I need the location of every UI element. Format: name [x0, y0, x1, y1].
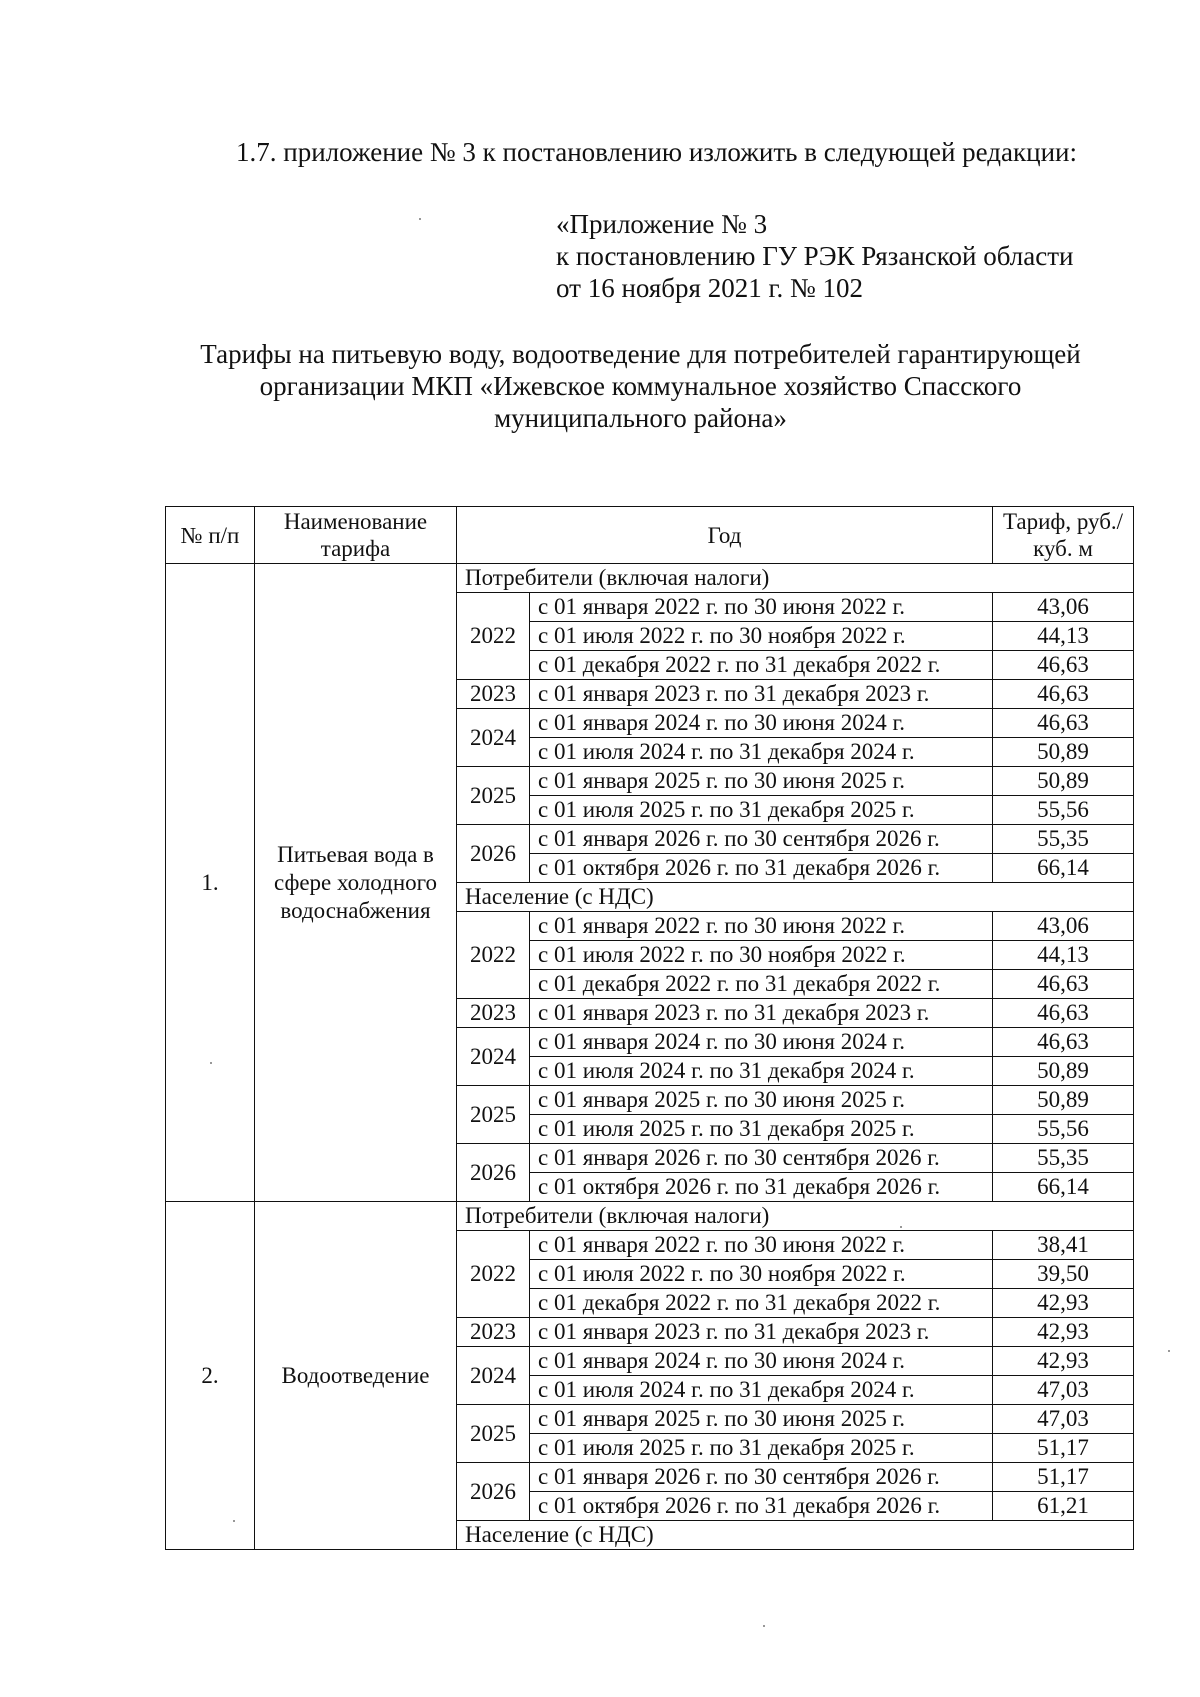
section-name: Питьевая вода в сфере холодного водоснабжения	[255, 564, 457, 1202]
tariff-value-cell: 55,56	[993, 1115, 1134, 1144]
period-cell: с 01 января 2023 г. по 31 декабря 2023 г.	[530, 1318, 993, 1347]
intro-number: 1.7.	[236, 137, 277, 167]
appendix-line-1: «Приложение № 3	[556, 209, 768, 239]
period-cell: с 01 января 2022 г. по 30 июня 2022 г.	[530, 912, 993, 941]
period-cell: с 01 января 2022 г. по 30 июня 2022 г.	[530, 593, 993, 622]
tariff-value-cell: 46,63	[993, 970, 1134, 999]
tariff-value-cell: 61,21	[993, 1492, 1134, 1521]
year-cell: 2023	[457, 680, 530, 709]
period-cell: с 01 октября 2026 г. по 31 декабря 2026 г.	[530, 1492, 993, 1521]
year-cell: 2022	[457, 1231, 530, 1318]
header-num: № п/п	[166, 507, 255, 564]
tariff-value-cell: 66,14	[993, 854, 1134, 883]
tariff-value-cell: 66,14	[993, 1173, 1134, 1202]
tariff-value-cell: 42,93	[993, 1347, 1134, 1376]
header-year: Год	[457, 507, 993, 564]
year-cell: 2023	[457, 1318, 530, 1347]
tariff-value-cell: 46,63	[993, 999, 1134, 1028]
period-cell: с 01 января 2023 г. по 31 декабря 2023 г.	[530, 680, 993, 709]
tariff-value-cell: 55,35	[993, 825, 1134, 854]
period-cell: с 01 января 2024 г. по 30 июня 2024 г.	[530, 1028, 993, 1057]
period-cell: с 01 января 2022 г. по 30 июня 2022 г.	[530, 1231, 993, 1260]
tariff-value-cell: 42,93	[993, 1318, 1134, 1347]
period-cell: с 01 декабря 2022 г. по 31 декабря 2022 г.	[530, 970, 993, 999]
tariff-value-cell: 44,13	[993, 941, 1134, 970]
year-cell: 2026	[457, 1144, 530, 1202]
tariff-value-cell: 50,89	[993, 1057, 1134, 1086]
period-cell: с 01 января 2026 г. по 30 сентября 2026 г.	[530, 825, 993, 854]
header-name: Наименование тарифа	[255, 507, 457, 564]
consumer-group-label: Население (с НДС)	[457, 883, 1134, 912]
period-cell: с 01 июля 2022 г. по 30 ноября 2022 г.	[530, 1260, 993, 1289]
year-cell: 2022	[457, 593, 530, 680]
scan-speck	[419, 218, 421, 220]
year-cell: 2025	[457, 1086, 530, 1144]
tariff-value-cell: 55,35	[993, 1144, 1134, 1173]
year-cell: 2022	[457, 912, 530, 999]
tariff-table	[165, 506, 1134, 1550]
period-cell: с 01 января 2026 г. по 30 сентября 2026 г.	[530, 1463, 993, 1492]
year-cell: 2025	[457, 1405, 530, 1463]
intro-paragraph	[165, 133, 1116, 171]
year-cell: 2023	[457, 999, 530, 1028]
period-cell: с 01 октября 2026 г. по 31 декабря 2026 г.	[530, 854, 993, 883]
group-row	[166, 564, 1134, 593]
period-cell: с 01 декабря 2022 г. по 31 декабря 2022 г.	[530, 1289, 993, 1318]
consumer-group-label: Население (с НДС)	[457, 1521, 1134, 1550]
period-cell: с 01 января 2025 г. по 30 июня 2025 г.	[530, 1405, 993, 1434]
period-cell: с 01 июля 2022 г. по 30 ноября 2022 г.	[530, 941, 993, 970]
document-title: Тарифы на питьевую воду, водоотведение для потребителей гарантирующей организации МКП «Ижевское коммунальное хозяйство Спасского муниципального района»	[200, 339, 1081, 433]
tariff-value-cell: 50,89	[993, 767, 1134, 796]
tariff-value-cell: 46,63	[993, 680, 1134, 709]
period-cell: с 01 декабря 2022 г. по 31 декабря 2022 г.	[530, 651, 993, 680]
scan-speck	[900, 1226, 902, 1228]
scan-speck	[1168, 1350, 1170, 1352]
tariff-value-cell: 46,63	[993, 651, 1134, 680]
tariff-value-cell: 47,03	[993, 1405, 1134, 1434]
tariff-value-cell: 51,17	[993, 1463, 1134, 1492]
consumer-group-label: Потребители (включая налоги)	[457, 1202, 1134, 1231]
tariff-value-cell: 50,89	[993, 738, 1134, 767]
scan-speck	[210, 1062, 212, 1064]
tariff-value-cell: 55,56	[993, 796, 1134, 825]
period-cell: с 01 июля 2024 г. по 31 декабря 2024 г.	[530, 1057, 993, 1086]
tariff-value-cell: 42,93	[993, 1289, 1134, 1318]
year-cell: 2024	[457, 1028, 530, 1086]
section-number: 1.	[166, 564, 255, 1202]
period-cell: с 01 января 2024 г. по 30 июня 2024 г.	[530, 1347, 993, 1376]
tariff-value-cell: 38,41	[993, 1231, 1134, 1260]
period-cell: с 01 июля 2024 г. по 31 декабря 2024 г.	[530, 1376, 993, 1405]
period-cell: с 01 января 2026 г. по 30 сентября 2026 г.	[530, 1144, 993, 1173]
period-cell: с 01 июля 2025 г. по 31 декабря 2025 г.	[530, 796, 993, 825]
header-tariff: Тариф, руб./куб. м	[993, 507, 1134, 564]
appendix-header	[556, 208, 1073, 304]
tariff-value-cell: 39,50	[993, 1260, 1134, 1289]
period-cell: с 01 июля 2025 г. по 31 декабря 2025 г.	[530, 1434, 993, 1463]
year-cell: 2025	[457, 767, 530, 825]
appendix-line-3: от 16 ноября 2021 г. № 102	[556, 273, 863, 303]
group-row	[166, 1202, 1134, 1231]
consumer-group-label: Потребители (включая налоги)	[457, 564, 1134, 593]
period-cell: с 01 января 2023 г. по 31 декабря 2023 г.	[530, 999, 993, 1028]
tariff-value-cell: 46,63	[993, 709, 1134, 738]
scan-speck	[763, 1625, 765, 1627]
period-cell: с 01 января 2025 г. по 30 июня 2025 г.	[530, 1086, 993, 1115]
table-header-row	[166, 507, 1134, 564]
year-cell: 2024	[457, 709, 530, 767]
year-cell: 2026	[457, 825, 530, 883]
period-cell: с 01 октября 2026 г. по 31 декабря 2026 г.	[530, 1173, 993, 1202]
tariff-value-cell: 46,63	[993, 1028, 1134, 1057]
tariff-value-cell: 51,17	[993, 1434, 1134, 1463]
period-cell: с 01 июля 2024 г. по 31 декабря 2024 г.	[530, 738, 993, 767]
tariff-value-cell: 43,06	[993, 912, 1134, 941]
period-cell: с 01 января 2025 г. по 30 июня 2025 г.	[530, 767, 993, 796]
period-cell: с 01 января 2024 г. по 30 июня 2024 г.	[530, 709, 993, 738]
year-cell: 2026	[457, 1463, 530, 1521]
intro-text: приложение № 3 к постановлению изложить в следующей редакции:	[283, 137, 1077, 167]
tariff-value-cell: 43,06	[993, 593, 1134, 622]
period-cell: с 01 июля 2022 г. по 30 ноября 2022 г.	[530, 622, 993, 651]
scan-speck	[233, 1520, 235, 1522]
tariff-value-cell: 44,13	[993, 622, 1134, 651]
section-number: 2.	[166, 1202, 255, 1550]
period-cell: с 01 июля 2025 г. по 31 декабря 2025 г.	[530, 1115, 993, 1144]
appendix-line-2: к постановлению ГУ РЭК Рязанской области	[556, 241, 1074, 271]
section-name: Водоотведение	[255, 1202, 457, 1550]
tariff-value-cell: 50,89	[993, 1086, 1134, 1115]
year-cell: 2024	[457, 1347, 530, 1405]
tariff-value-cell: 47,03	[993, 1376, 1134, 1405]
